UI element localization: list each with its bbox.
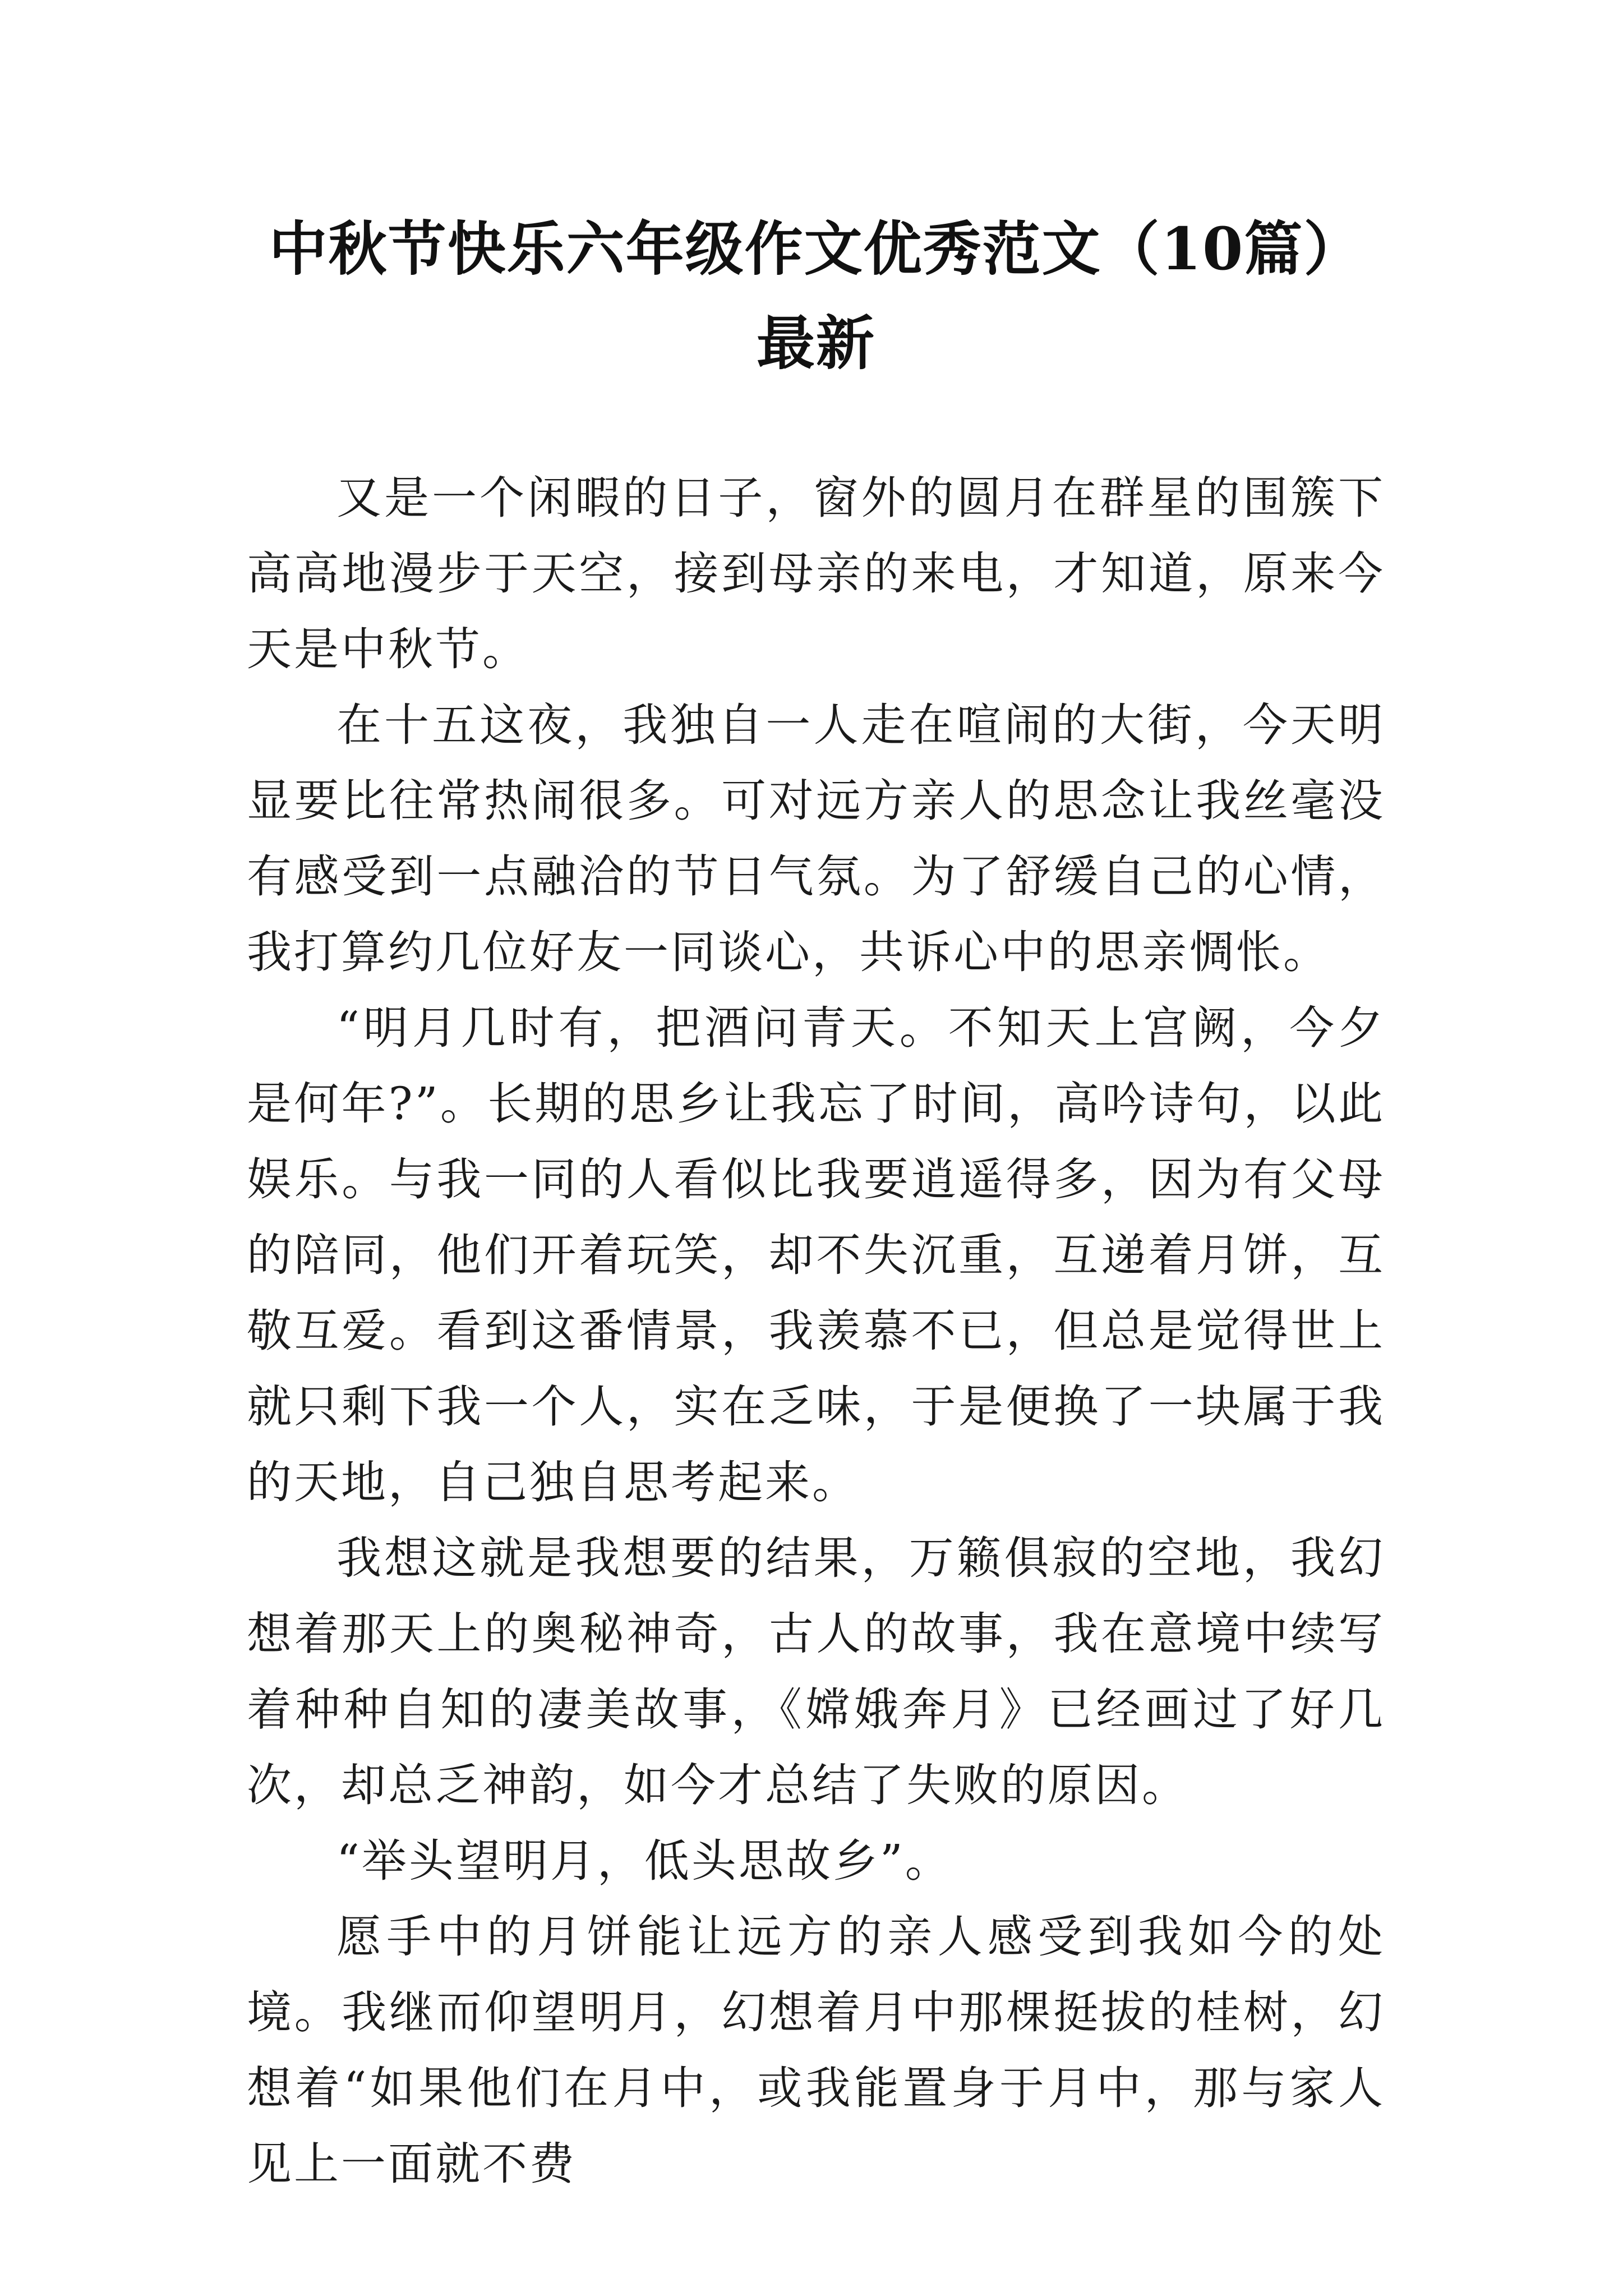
paragraph: 愿手中的月饼能让远方的亲人感受到我如今的处境。我继而仰望明月，幻想着月中那棵挺拔的桂树，幻想着“如果他们在月中，或我能置身于月中，那与家人见上一面就不费 [247,1911,1385,2190]
document-title: 中秋节快乐六年级作文优秀范文（10篇）最新 [269,214,1363,378]
paragraph: 又是一个闲暇的日子，窗外的圆月在群星的围簇下高高地漫步于天空，接到母亲的来电，才知道，原来今天是中秋节。 [247,472,1385,675]
paragraph: “明月几时有，把酒问青天。不知天上宫阙，今夕是何年?”。长期的思乡让我忘了时间，高吟诗句，以此娱乐。与我一同的人看似比我要逍遥得多，因为有父母的陪同，他们开着玩笑，却不失沉重，互递着月饼，互敬互爱。看到这番情景，我羡慕不已，但总是觉得世上就只剩下我一个人，实在乏味，于是便换了一块属于我的天地，自己独自思考起来。 [247,1002,1385,1508]
paragraph: 在十五这夜，我独自一人走在喧闹的大街，今天明显要比往常热闹很多。可对远方亲人的思念让我丝毫没有感受到一点融洽的节日气氛。为了舒缓自己的心情，我打算约几位好友一同谈心，共诉心中的思亲惆怅。 [247,699,1385,978]
paragraph: “举头望明月，低头思故乡”。 [336,1835,952,1887]
document-body [247,460,1385,2202]
paragraph: 我想这就是我想要的结果，万籁俱寂的空地，我幻想着那天上的奥秘神奇，古人的故事，我在意境中续写着种种自知的凄美故事，《嫦娥奔月》已经画过了好几次，却总乏神韵，如今才总结了失败的原因。 [247,1532,1385,1811]
